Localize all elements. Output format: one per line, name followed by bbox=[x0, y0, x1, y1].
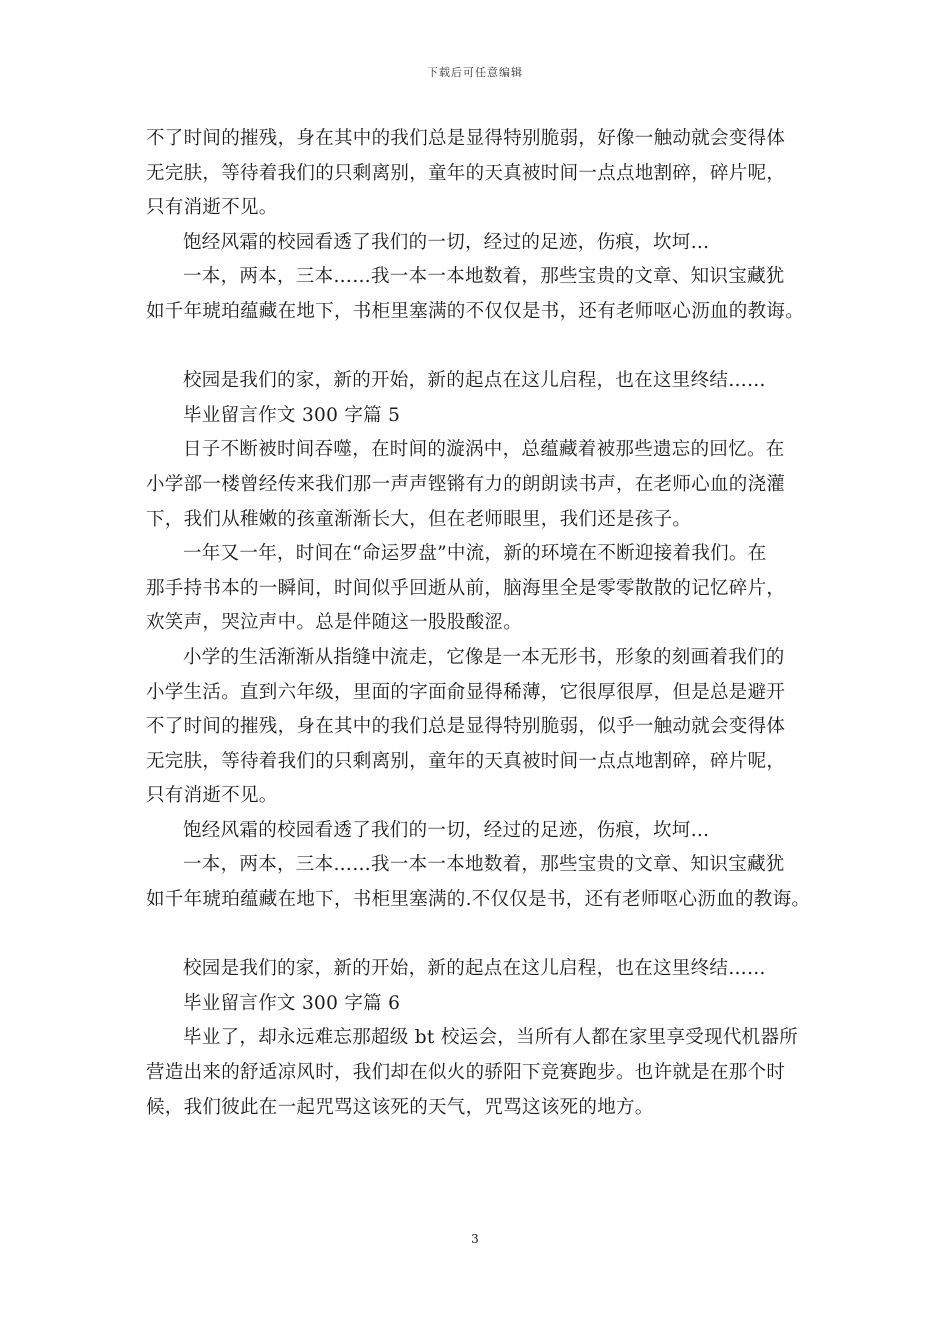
text-line: 那手持书本的一瞬间，时间似乎回逝从前，脑海里全是零零散散的记忆碎片， bbox=[146, 577, 786, 599]
text-line: 校园是我们的家，新的开始，新的起点在这儿启程，也在这里终结…… bbox=[183, 370, 766, 392]
text-line: 如千年琥珀蕴藏在地下，书柜里塞满的不仅仅是书，还有老师呕心沥血的教诲。 bbox=[146, 300, 805, 322]
text-line: 如千年琥珀蕴藏在地下，书柜里塞满的.不仅仅是书，还有老师呕心沥血的教诲。 bbox=[146, 889, 811, 911]
text-line: 候，我们彼此在一起咒骂这该死的天气，咒骂这该死的地方。 bbox=[146, 1096, 654, 1118]
text-line: 日子不断被时间吞噬，在时间的漩涡中，总蕴藏着被那些遗忘的回忆。在 bbox=[183, 439, 785, 461]
text-line: 饱经风霜的校园看透了我们的一切，经过的足迹，伤痕，坎坷… bbox=[183, 231, 710, 253]
page-header: 下载后可任意编辑 bbox=[427, 66, 523, 79]
text-line: 欢笑声，哭泣声中。总是伴随这一股股酸涩。 bbox=[146, 612, 523, 634]
document-body bbox=[146, 122, 826, 1125]
page-number: 3 bbox=[471, 1232, 479, 1246]
text-line: 营造出来的舒适凉风时，我们却在似火的骄阳下竞赛跑步。也许就是在那个时 bbox=[146, 1062, 786, 1084]
text-line: 一本，两本，三本……我一本一本地数着，那些宝贵的文章、知识宝藏犹 bbox=[183, 854, 785, 876]
text-line: 毕业留言作文 300 字篇 6 bbox=[183, 992, 401, 1014]
blank-line bbox=[146, 330, 826, 365]
text-line: 校园是我们的家，新的开始，新的起点在这儿启程，也在这里终结…… bbox=[183, 958, 766, 980]
text-line: 只有消逝不见。 bbox=[146, 197, 278, 219]
text-line: 无完肤，等待着我们的只剩离别，童年的天真被时间一点点地割碎，碎片呢， bbox=[146, 162, 786, 184]
text-line: 只有消逝不见。 bbox=[146, 785, 278, 807]
text-line: 一年又一年，时间在“命运罗盘”中流，新的环境在不断迎接着我们。在 bbox=[183, 543, 767, 565]
text-line: 一本，两本，三本……我一本一本地数着，那些宝贵的文章、知识宝藏犹 bbox=[183, 266, 785, 288]
text-line: 小学部一楼曾经传来我们那一声声铿锵有力的朗朗读书声，在老师心血的浇灌 bbox=[146, 473, 786, 495]
text-line: 不了时间的摧残，身在其中的我们总是显得特别脆弱，好像一触动就会变得体 bbox=[146, 128, 786, 149]
blank-line bbox=[146, 918, 826, 953]
text-line: 小学生活。直到六年级，里面的字面俞显得稀薄，它很厚很厚，但是总是避开 bbox=[146, 681, 786, 703]
text-line: 毕业了，却永远难忘那超级 bt 校运会，当所有人都在家里享受现代机器所 bbox=[183, 1027, 799, 1049]
text-line: 不了时间的摧残，身在其中的我们总是显得特别脆弱，似乎一触动就会变得体 bbox=[146, 716, 786, 738]
text-line: 无完肤，等待着我们的只剩离别，童年的天真被时间一点点地割碎，碎片呢， bbox=[146, 750, 786, 772]
text-line: 毕业留言作文 300 字篇 5 bbox=[183, 404, 401, 426]
text-line: 下，我们从稚嫩的孩童渐渐长大，但在老师眼里，我们还是孩子。 bbox=[146, 508, 692, 530]
text-line: 小学的生活渐渐从指缝中流走，它像是一本无形书，形象的刻画着我们的 bbox=[183, 646, 785, 668]
text-line: 饱经风霜的校园看透了我们的一切，经过的足迹，伤痕，坎坷… bbox=[183, 819, 710, 841]
